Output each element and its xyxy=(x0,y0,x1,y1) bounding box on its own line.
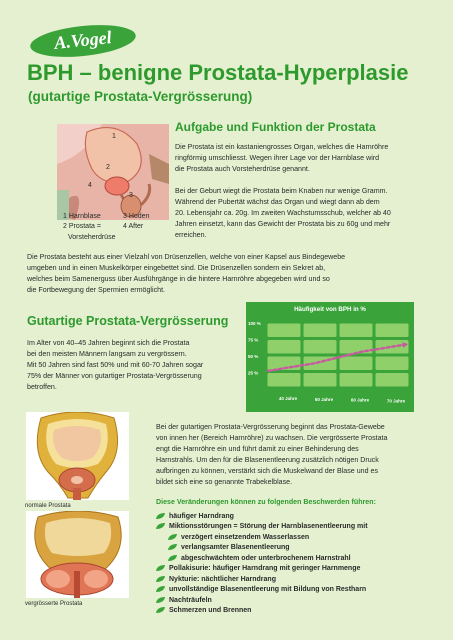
enlarged-prostata-caption: vergrösserte Prostata xyxy=(25,601,83,607)
chart-x-tick: 40 Jahre xyxy=(278,396,298,401)
anatomy-number-4: 4 xyxy=(88,182,92,189)
chart-grid-cell xyxy=(340,324,373,338)
chart-y-tick: 100 % xyxy=(248,321,261,326)
paragraph-function-1: Die Prostata ist ein kastaniengrosses Organ, welches die Harnröhre ringförmig umschliesst. Wegen ihrer Lage vor der Harnblase wird die Prostata auch Vorsteherdrüse genannt. xyxy=(175,143,389,173)
chart-x-tick: 60 Jahre xyxy=(350,397,370,403)
chart-grid-cell xyxy=(340,357,373,371)
leaf-bullet-icon xyxy=(168,555,177,562)
chart-title: Häufigkeit von BPH in % xyxy=(294,306,366,313)
leaf-bullet-icon xyxy=(156,513,165,520)
list-item: Pollakisurie: häufiger Harndrang mit geringer Harnmenge xyxy=(156,564,368,575)
leaf-bullet-icon xyxy=(156,597,165,604)
section-heading-bph: Gutartige Prostata-Vergrösserung xyxy=(27,314,229,328)
anatomy-legend-3: 3 Hoden xyxy=(123,213,150,220)
list-item: Nachträufeln xyxy=(156,595,368,606)
leaf-bullet-icon xyxy=(156,523,165,530)
chart-y-tick: 25 % xyxy=(248,370,259,376)
chart-grid-cell xyxy=(304,324,337,338)
paragraph-bph: Im Alter von 40–45 Jahren beginnt sich die Prostata bei den meisten Männern langsam zu vergrössern. Mit 50 Jahren sind fast 50% und mit 60-70 Jahren sogar 75% der Männer von gutartiger Prostata-Vergrösserung betroffen. xyxy=(27,339,204,391)
chart-grid-cell xyxy=(268,373,301,387)
leaf-bullet-icon xyxy=(156,565,165,572)
page-title: BPH – benigne Prostata-Hyperplasie xyxy=(27,60,409,85)
chart-y-tick: 75 % xyxy=(248,337,259,343)
chart-x-tick: 70 Jahre xyxy=(386,398,406,404)
anatomy-legend-2: 2 Prostata = xyxy=(63,223,101,230)
leaf-bullet-icon xyxy=(168,534,177,541)
paragraph-bph-mechanism: Bei der gutartigen Prostata-Vergrösserung beginnt das Prostata-Gewebe von innen her (Bereich Harnröhre) zu wachsen. Die vergrösserte Prostata engt die Harnröhre ein und führt damit zu einer Behinderung des Harnstrahls. Um den für die Blasenentleerung zusätzlich nötigen Druck aufbringen zu können, verstärkt sich die Muskelwand der Blase und es bildet sich eine so genannte Trabekelblase. xyxy=(156,423,388,486)
list-item: unvollständige Blasenentleerung mit Bildung von Restharn xyxy=(156,585,368,596)
anatomy-legend-2b: Vorsteherdrüse xyxy=(68,234,116,241)
leaf-bullet-icon xyxy=(168,544,177,551)
list-item: Nykturie: nächtlicher Harndrang xyxy=(156,574,368,585)
paragraph-function-2: Bei der Geburt wiegt die Prostata beim Knaben nur wenige Gramm. Während der Pubertät wächst das Organ und wiegt dann ab dem 20. Lebensjahr ca. 20g. Im zweiten Wachstumsschub, welcher ab 40 Jahren einsetzt, kann das Gewicht der Prostata bis zu 60g und mehr erreichen. xyxy=(175,187,391,239)
chart-grid-cell xyxy=(376,373,409,387)
enlarged-prostata-image xyxy=(26,511,129,598)
chart-grid-cell xyxy=(268,340,301,354)
chart-y-tick: 50 % xyxy=(248,354,259,359)
complaints-heading: Diese Veränderungen können zu folgenden Beschwerden führen: xyxy=(156,498,376,506)
chart-x-tick: 50 Jahre xyxy=(314,396,334,402)
list-item: Schmerzen und Brennen xyxy=(156,606,368,617)
list-item: verlangsamter Blasenentleerung xyxy=(156,543,368,554)
list-item: verzögert einsetzendem Wasserlassen xyxy=(156,532,368,543)
chart-grid-cell xyxy=(340,373,373,387)
page-subtitle: (gutartige Prostata-Vergrösserung) xyxy=(28,89,253,104)
list-item: Miktionsstörungen = Störung der Harnblasenentleerung mit xyxy=(156,522,368,533)
normal-prostata-image xyxy=(26,412,129,500)
chart-grid-cell xyxy=(304,340,337,354)
chart-grid-cell xyxy=(376,324,409,338)
list-item: häufiger Harndrang xyxy=(156,511,368,522)
leaf-bullet-icon xyxy=(156,586,165,593)
anatomy-number-3: 3 xyxy=(129,192,133,199)
anatomy-legend-1: 1 Harnblase xyxy=(63,213,101,220)
complaints-list xyxy=(156,511,368,616)
list-item: abgeschwächtem oder unterbrochenem Harnstrahl xyxy=(156,553,368,564)
normal-prostata-caption: normale Prostata xyxy=(25,503,71,509)
brand-logo xyxy=(29,21,138,62)
anatomy-number-2: 2 xyxy=(106,164,110,171)
anatomy-number-1: 1 xyxy=(112,133,116,140)
paragraph-glands: Die Prostata besteht aus einer Vielzahl von Drüsenzellen, welche von einer Kapsel aus Bindegewebe umgeben und in einen Muskelkörper eingebettet sind. Die Drüsenzellen sondern ein Sekret ab, welches beim Samenerguss über Ausführgänge in die hintere Harnröhre abgegeben wird und so die Fortbewegung der Spermien ermöglicht. xyxy=(27,253,346,294)
chart-grid-cell xyxy=(376,357,409,371)
section-heading-function: Aufgabe und Funktion der Prostata xyxy=(175,120,376,134)
leaf-bullet-icon xyxy=(156,576,165,583)
bph-frequency-chart xyxy=(246,302,414,412)
anatomy-legend-4: 4 After xyxy=(123,223,144,230)
leaf-bullet-icon xyxy=(156,607,165,614)
logo-text: A.Vogel xyxy=(53,27,113,53)
chart-grid-cell xyxy=(268,324,301,338)
chart-grid-cell xyxy=(304,373,337,387)
